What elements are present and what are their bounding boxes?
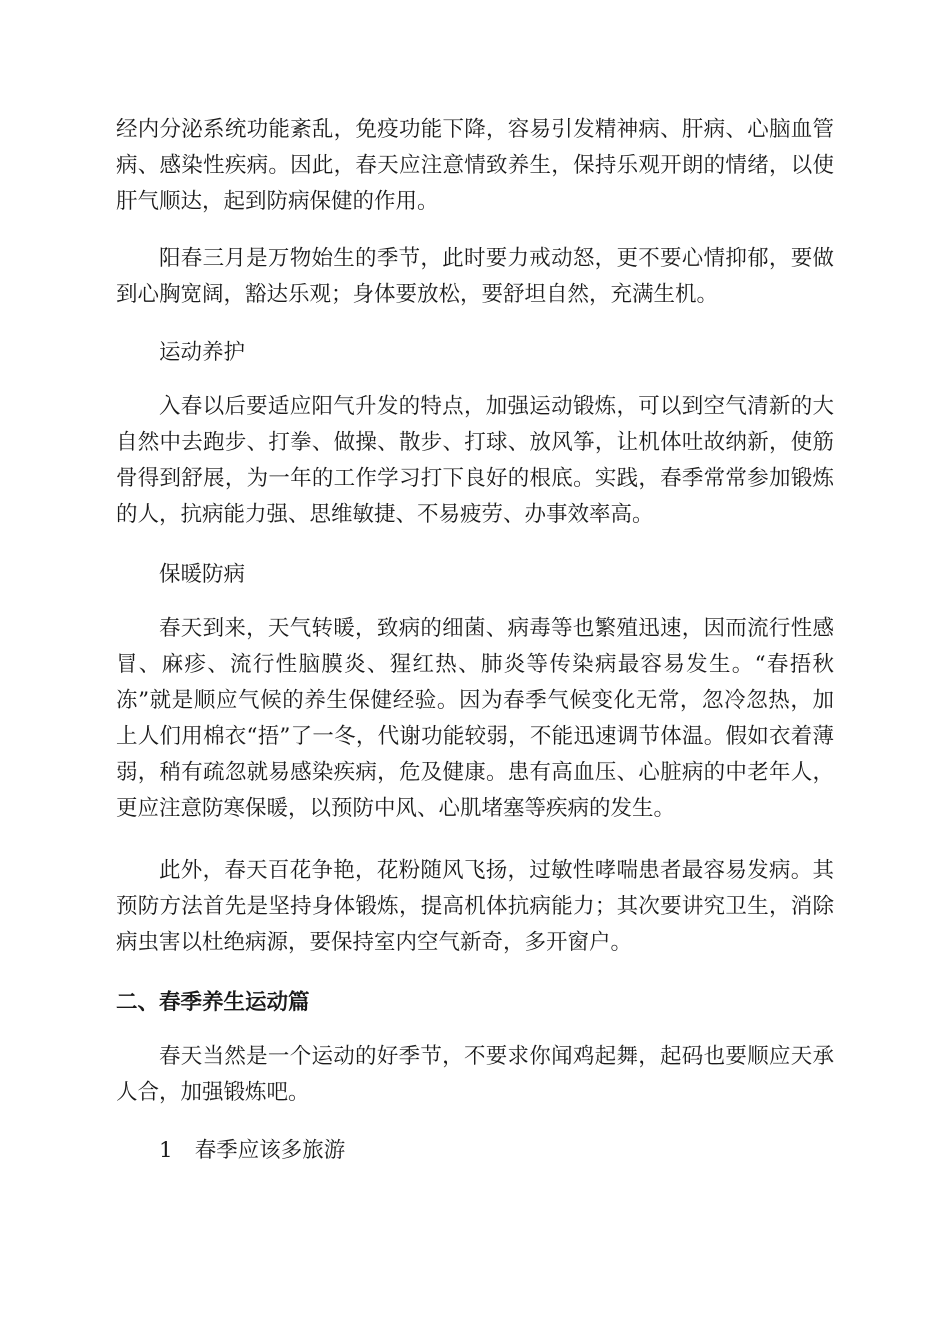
paragraph-spring-mood: 阳春三月是万物始生的季节，此时要力戒动怒，更不要心情抑郁，要做到心胸宽阔，豁达乐观；身体要放松，要舒坦自然，充满生机。 — [116, 246, 834, 307]
paragraph-allergy: 此外，春天百花争艳，花粉随风飞扬，过敏性哮喘患者最容易发病。其预防方法首先是坚持身体锻炼，提高机体抗病能力；其次要讲究卫生，消除病虫害以杜绝病源，要保持室内空气新奇，多开窗户。 — [116, 858, 834, 955]
subheading-sport-care: 运动养护 — [159, 340, 246, 365]
list-item-number: 1 — [159, 1138, 173, 1163]
list-item-travel — [116, 1133, 834, 1169]
paragraph-section-intro: 春天当然是一个运动的好季节，不要求你闻鸡起舞，起码也要顺应天承人合，加强锻炼吧。 — [116, 1044, 834, 1105]
section-title: 二、春季养生运动篇 — [116, 990, 310, 1015]
paragraph-emotion-end: 经内分泌系统功能紊乱，免疫功能下降，容易引发精神病、肝病、心脑血管病、感染性疾病。因此，春天应注意情致养生，保持乐观开朗的情绪，以使肝气顺达，起到防病保健的作用。 — [116, 117, 834, 214]
paragraph-sport: 入春以后要适应阳气升发的特点，加强运动锻炼，可以到空气清新的大自然中去跑步、打拳、做操、散步、打球、放风筝，让机体吐故纳新，使筋骨得到舒展，为一年的工作学习打下良好的根底。实践，春季常常参加锻炼的人，抗病能力强、思维敏捷、不易疲劳、办事效率高。 — [116, 394, 834, 527]
paragraph-keep-warm: 春天到来，天气转暖，致病的细菌、病毒等也繁殖迅速，因而流行性感冒、麻疹、流行性脑膜炎、猩红热、肺炎等传染病最容易发生。“春捂秋冻”就是顺应气候的养生保健经验。因为春季气候变化无常，忽冷忽热，加上人们用棉衣“捂”了一冬，代谢功能较弱，不能迅速调节体温。假如衣着薄弱，稍有疏忽就易感染疾病，危及健康。患有高血压、心脏病的中老年人，更应注意防寒保暖，以预防中风、心肌堵塞等疾病的发生。 — [116, 616, 834, 821]
list-item-text: 春季应该多旅游 — [194, 1138, 346, 1163]
subheading-keep-warm: 保暖防病 — [159, 562, 246, 587]
